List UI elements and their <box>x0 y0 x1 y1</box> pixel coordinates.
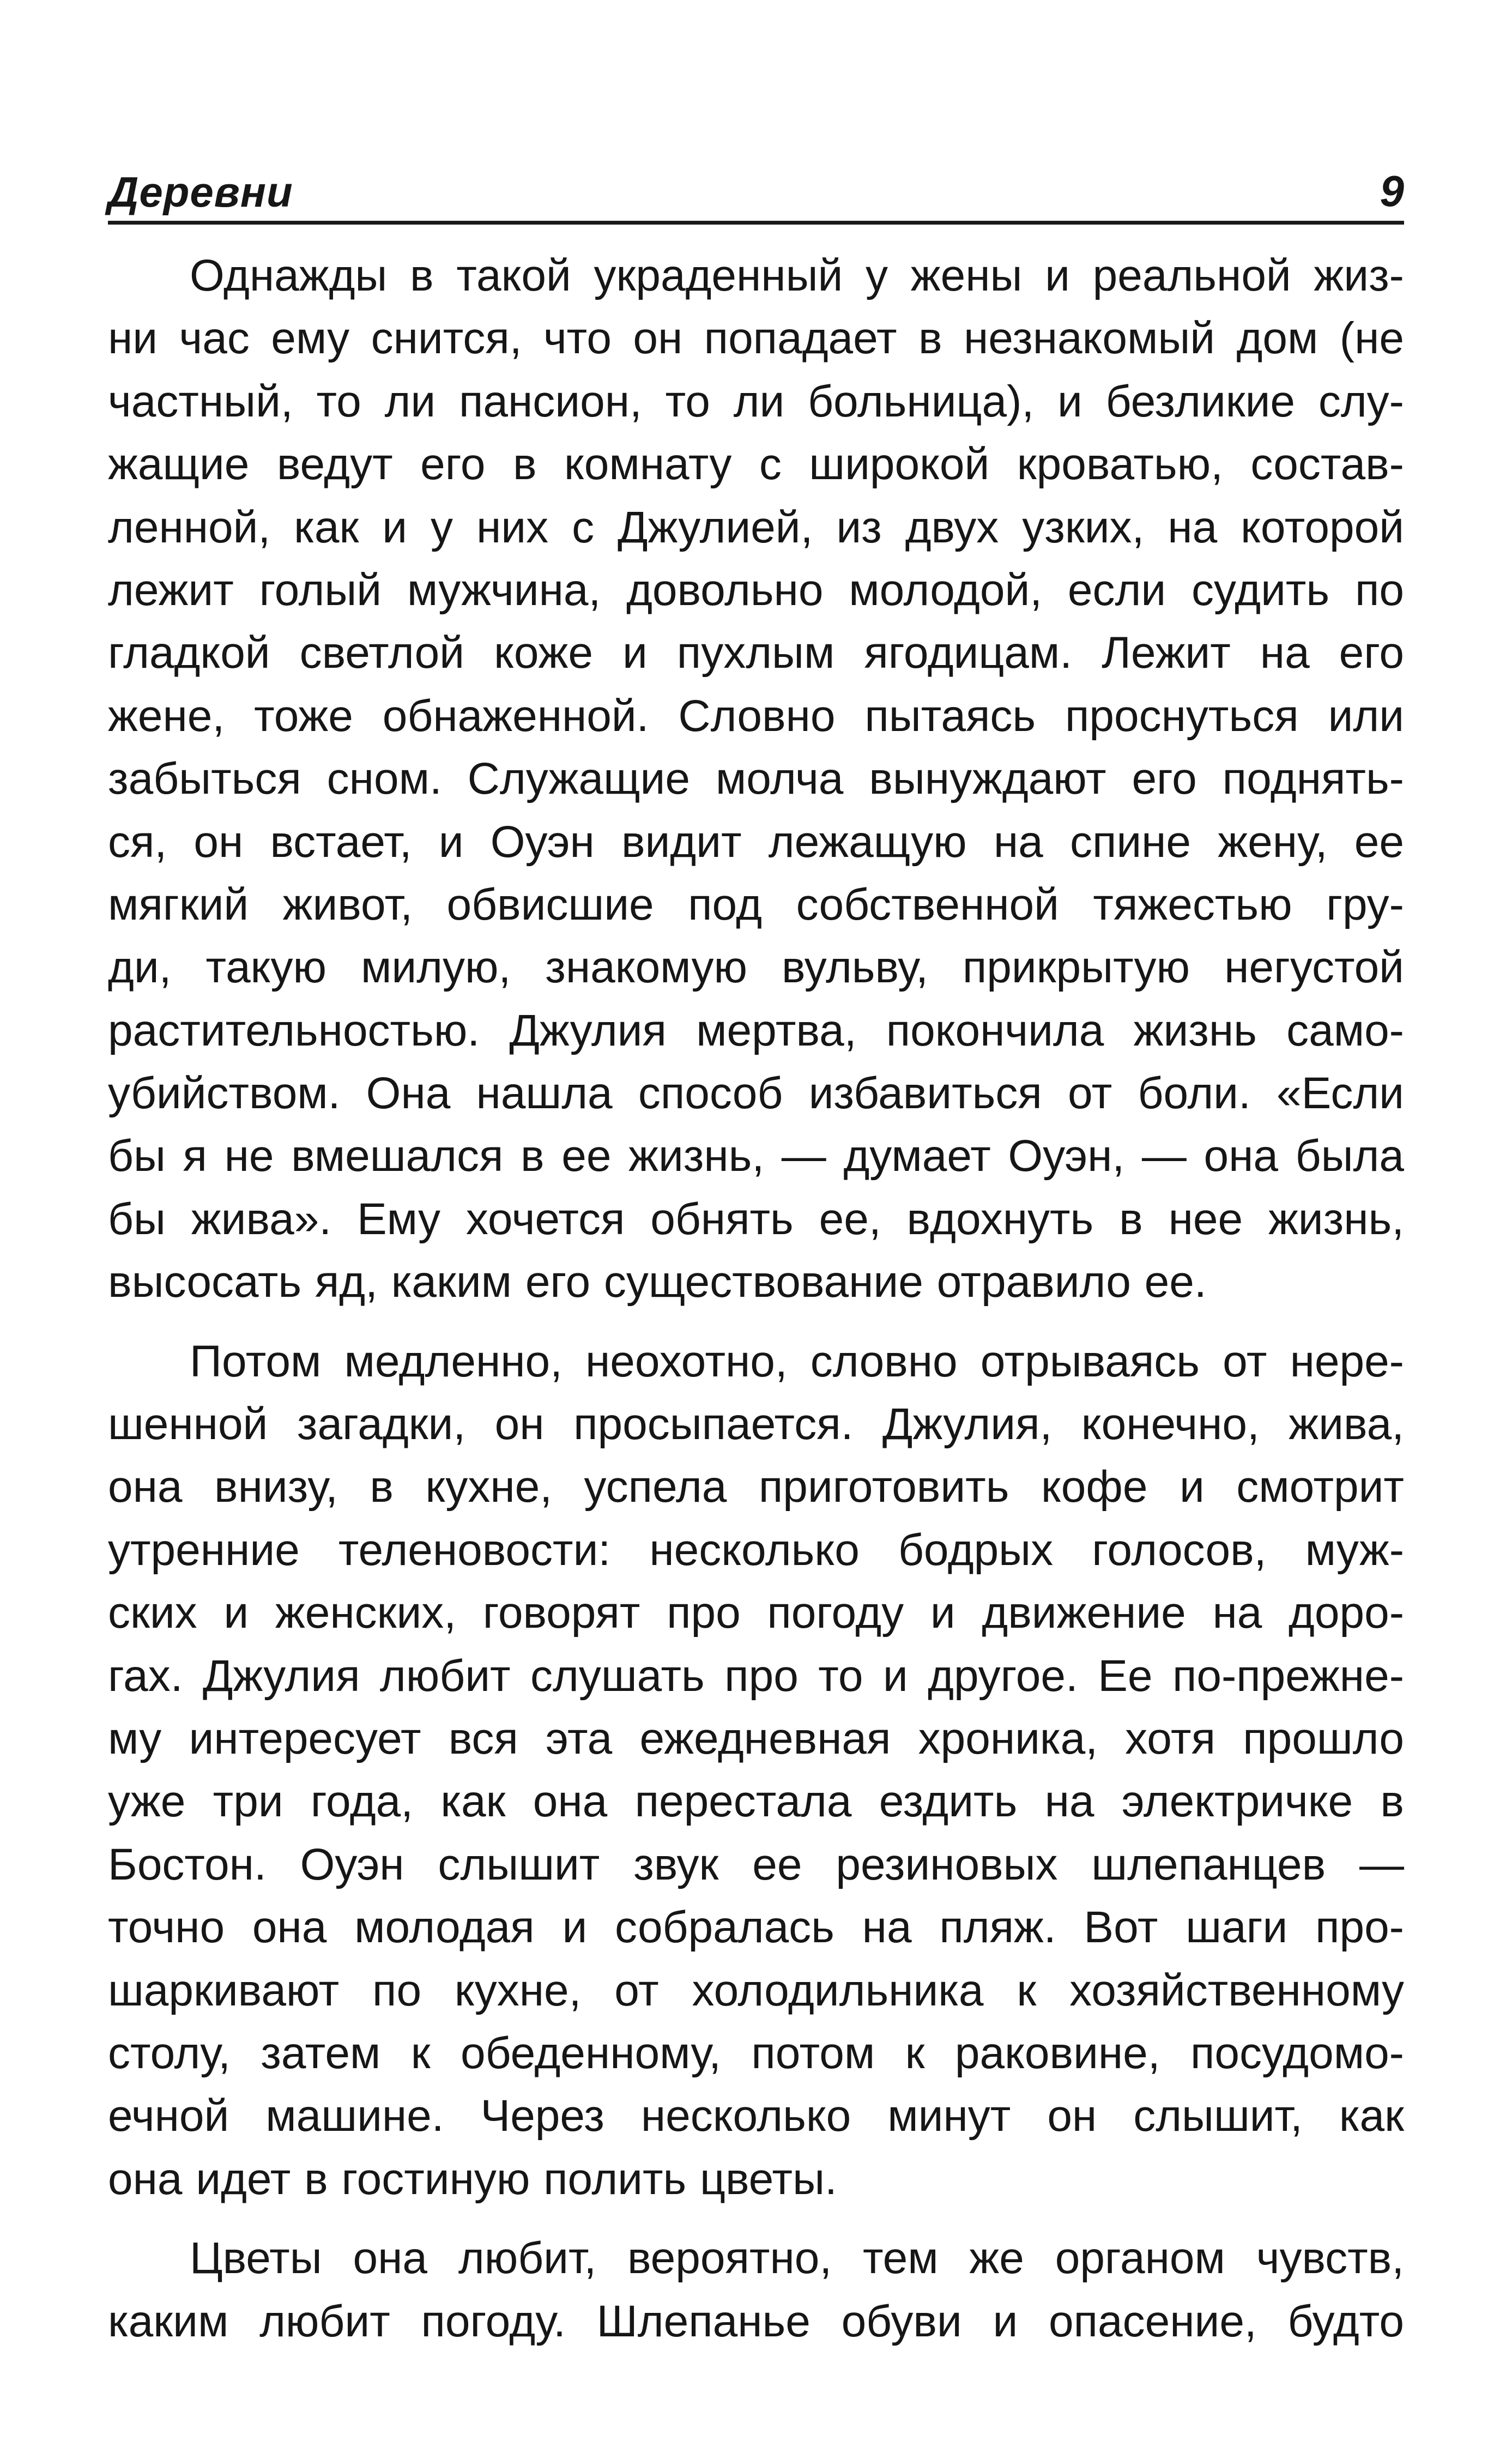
text-line: ленной, как и у них с Джулией, из двух узких, на которой <box>108 502 1404 552</box>
running-title: Деревни <box>108 168 293 216</box>
paragraph-1 <box>108 244 1404 1314</box>
paragraph-gap <box>108 1314 1404 1330</box>
text-line: она идет в гостиную полить цветы. <box>108 2154 837 2204</box>
text-line: уже три года, как она перестала ездить на электричке в <box>108 1777 1404 1827</box>
text-line: мягкий живот, обвисшие под собственной тяжестью гру- <box>108 879 1404 929</box>
text-line: она внизу, в кухне, успела приготовить кофе и смотрит <box>108 1462 1404 1512</box>
text-line: Однажды в такой украденный у жены и реальной жиз- <box>190 251 1404 300</box>
text-line: ечной машине. Через несколько минут он слышит, как <box>108 2091 1404 2141</box>
running-header <box>108 155 1404 225</box>
text-line: Потом медленно, неохотно, словно отрываясь от нере- <box>190 1336 1404 1386</box>
text-line: растительностью. Джулия мертва, покончила жизнь само- <box>108 1005 1404 1055</box>
text-line: утренние теленовости: несколько бодрых голосов, муж- <box>108 1525 1404 1575</box>
body-text <box>108 244 1404 2353</box>
text-line: бы я не вмешался в ее жизнь, — думает Оуэн, — она была <box>108 1131 1404 1181</box>
text-line: ских и женских, говорят про погоду и движение на доро- <box>108 1588 1404 1638</box>
text-line: каким любит погоду. Шлепанье обуви и опасение, будто <box>108 2296 1404 2346</box>
paragraph-gap <box>108 2210 1404 2227</box>
text-line: бы жива». Ему хочется обнять ее, вдохнуть в нее жизнь, <box>108 1194 1404 1244</box>
text-line: забыться сном. Служащие молча вынуждают его поднять- <box>108 754 1404 804</box>
text-line: жащие ведут его в комнату с широкой кроватью, состав- <box>108 439 1404 490</box>
text-line: высосать яд, каким его существование отравило ее. <box>108 1257 1207 1307</box>
text-line: частный, то ли пансион, то ли больница), и безликие слу- <box>108 376 1404 426</box>
text-line: гах. Джулия любит слушать про то и другое. Ее по-прежне- <box>108 1651 1404 1701</box>
text-line: жене, тоже обнаженной. Словно пытаясь проснуться или <box>108 691 1404 741</box>
text-line: убийством. Она нашла способ избавиться от боли. «Если <box>108 1068 1404 1119</box>
text-line: точно она молодая и собралась на пляж. Вот шаги про- <box>108 1902 1404 1953</box>
text-line: му интересует вся эта ежедневная хроника, хотя прошло <box>108 1713 1404 1763</box>
text-line: шенной загадки, он просыпается. Джулия, конечно, жива, <box>108 1399 1404 1449</box>
text-line: гладкой светлой коже и пухлым ягодицам. Лежит на его <box>108 628 1404 678</box>
text-line: шаркивают по кухне, от холодильника к хозяйственному <box>108 1965 1404 2015</box>
text-line: Цветы она любит, вероятно, тем же органом чувств, <box>190 2233 1404 2283</box>
text-line: лежит голый мужчина, довольно молодой, если судить по <box>108 565 1404 615</box>
text-line: Бостон. Оуэн слышит звук ее резиновых шлепанцев — <box>108 1839 1404 1889</box>
text-line: ди, такую милую, знакомую вульву, прикрытую негустой <box>108 942 1404 993</box>
text-line: ся, он встает, и Оуэн видит лежащую на спине жену, ее <box>108 817 1404 867</box>
paragraph-2 <box>108 1330 1404 2210</box>
paragraph-3 <box>108 2227 1404 2353</box>
page-number: 9 <box>1380 167 1404 215</box>
text-line: ни час ему снится, что он попадает в незнакомый дом (не <box>108 313 1404 364</box>
text-line: столу, затем к обеденному, потом к раковине, посудомо- <box>108 2028 1404 2078</box>
